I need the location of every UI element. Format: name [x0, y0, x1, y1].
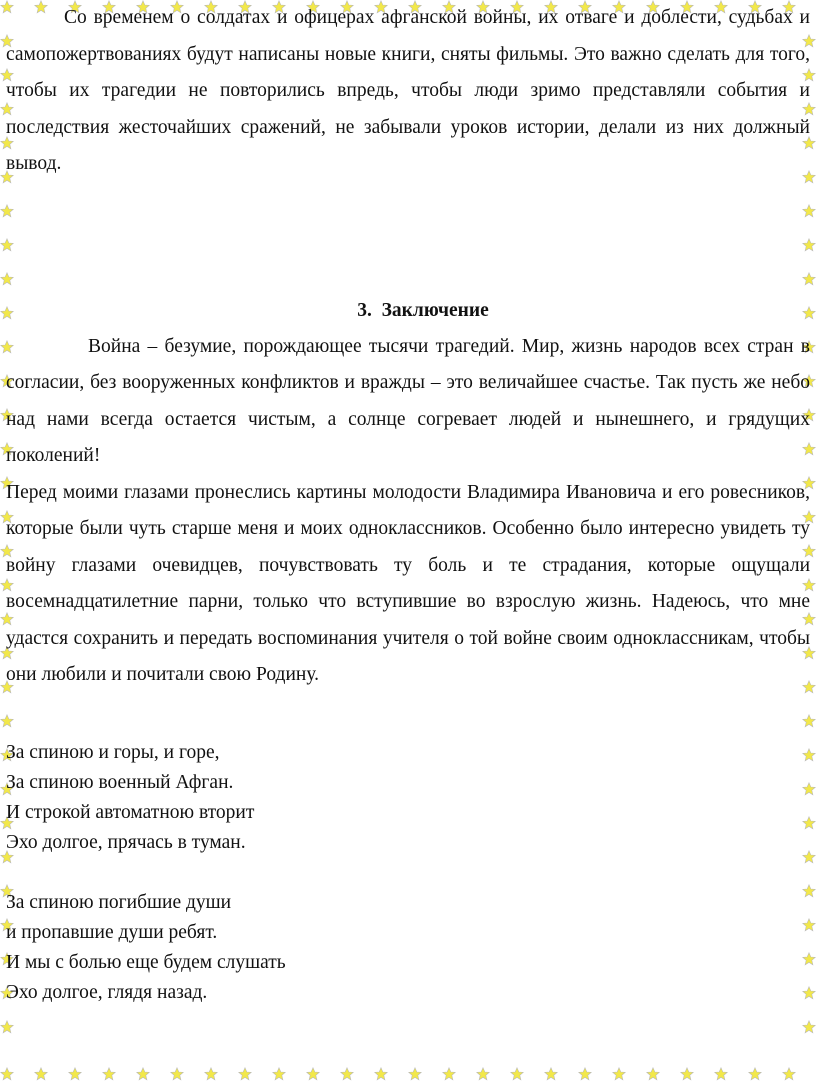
poem-line: Эхо долгое, прячась в туман. — [6, 831, 246, 853]
poem — [6, 738, 810, 1008]
poem-line: За спиною военный Афган. — [6, 771, 234, 793]
poem-stanza-1 — [6, 738, 810, 858]
poem-line: и пропавшие души ребят. — [6, 921, 218, 943]
poem-line: За спиною и горы, и горе, — [6, 741, 220, 763]
section-heading — [6, 293, 810, 329]
document-page — [6, 0, 810, 1083]
poem-stanza-2 — [6, 888, 810, 1008]
poem-line: И строкой автоматною вторит — [6, 801, 255, 823]
spacer — [6, 858, 810, 888]
spacer — [6, 183, 810, 293]
poem-line: И мы с болью еще будем слушать — [6, 951, 286, 973]
poem-line: За спиною погибшие души — [6, 891, 232, 913]
conclusion-paragraph-2: Перед моими глазами пронеслись картины молодости Владимира Ивановича и его ровесников, которые были чуть старше меня и моих одноклассников. Особенно было интересно увидеть ту войну глазами очевидцев, почувствовать ту боль и те страдания, которые ощущали восемнадцатилетние парни, только что вступившие во взрослую жизнь. Надеюсь, что мне удастся сохранить и передать воспоминания учителя о той войне своим одноклассникам, чтобы они любили и почитали свою Родину. — [6, 481, 810, 685]
section-title: Заключение — [381, 299, 489, 321]
intro-paragraph: Со временем о солдатах и офицерах афганской войны, их отваге и доблести, судьбах и самопожертвованиях будут написаны новые книги, сняты фильмы. Это важно сделать для того, чтобы их трагедии не повторились впредь, чтобы люди зримо представляли события и последствия жесточайших сражений, не забывали уроков истории, делали из них должный вывод. — [6, 7, 810, 174]
spacer — [6, 694, 810, 720]
poem-line: Эхо долгое, глядя назад. — [6, 981, 208, 1003]
section-number: 3. — [357, 299, 372, 321]
conclusion-paragraph-1: Война – безумие, порождающее тысячи трагедий. Мир, жизнь народов всех стран в согласии, без вооруженных конфликтов и вражды – это величайшее счастье. Так пусть же небо над нами всегда остается чистым, а солнце согревает людей и нынешнего, и грядущих поколений! — [6, 335, 810, 466]
